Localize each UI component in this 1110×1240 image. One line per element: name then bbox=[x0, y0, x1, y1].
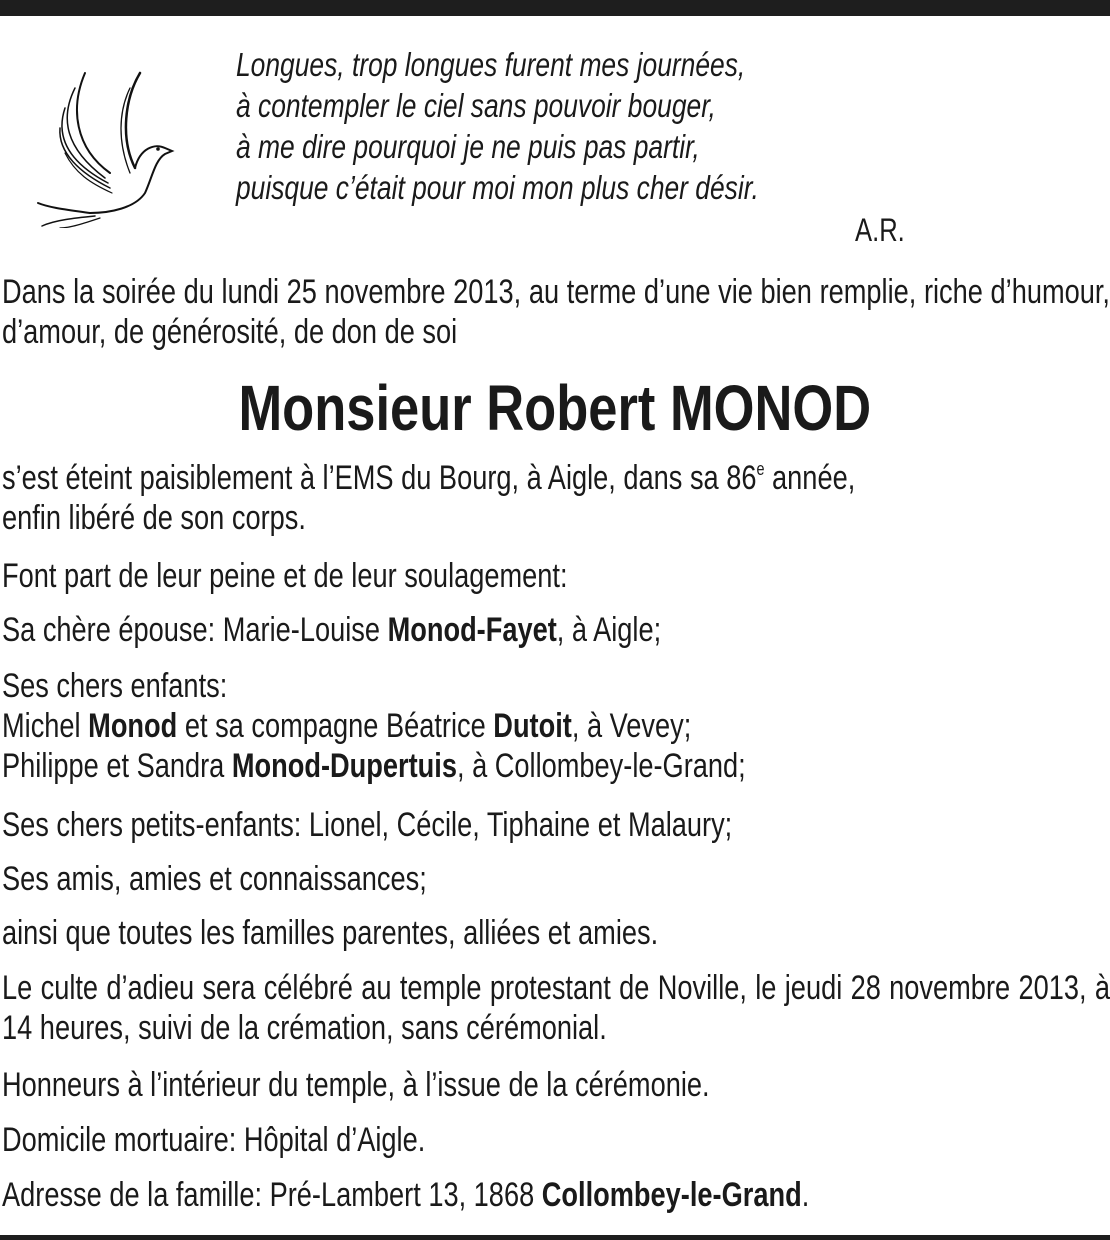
ordinal-suffix: e bbox=[756, 459, 765, 479]
text: , à Collombey-le-Grand; bbox=[456, 747, 746, 785]
text: Michel bbox=[2, 707, 89, 745]
address-line bbox=[2, 1175, 1110, 1215]
poem bbox=[236, 44, 916, 208]
spouse-line bbox=[2, 610, 1110, 650]
top-border bbox=[0, 0, 1110, 16]
death-line2: enfin libéré de son corps. bbox=[2, 499, 306, 537]
spouse-surname: Monod-Fayet bbox=[387, 611, 557, 649]
honours-line: Honneurs à l’intérieur du temple, à l’issue de la cérémonie. bbox=[2, 1066, 710, 1104]
poem-line: à me dire pourquoi je ne puis pas partir, bbox=[236, 128, 700, 165]
friends-line: Ses amis, amies et connaissances; bbox=[2, 860, 427, 898]
intro-paragraph: Dans la soirée du lundi 25 novembre 2013, au terme d’une vie bien remplie, riche d’humour, d’amour, de générosité, de don de soi bbox=[2, 273, 1110, 351]
poem-line: puisque c’était pour moi mon plus cher désir. bbox=[236, 169, 759, 206]
death-text-end: année, bbox=[764, 459, 856, 497]
children-block bbox=[2, 666, 1110, 786]
dove-icon bbox=[30, 48, 180, 228]
address-text: Adresse de la famille: Pré-Lambert 13, 1868 bbox=[2, 1176, 542, 1214]
death-text: s’est éteint paisiblement à l’EMS du Bourg, à Aigle, dans sa 86 bbox=[2, 459, 757, 497]
children-heading: Ses chers enfants: bbox=[2, 667, 228, 705]
families-line: ainsi que toutes les familles parentes, alliées et amies. bbox=[2, 914, 659, 952]
service-paragraph: Le culte d’adieu sera célébré au temple protestant de Noville, le jeudi 28 novembre 2013, à 14 heures, suivi de la crémation, sans cérémonial. bbox=[2, 969, 1110, 1047]
child-line bbox=[2, 746, 1110, 786]
text: , à Vevey; bbox=[571, 707, 692, 745]
poem-line: Longues, trop longues furent mes journées, bbox=[236, 46, 746, 83]
bottom-border bbox=[0, 1235, 1110, 1240]
address-end: . bbox=[801, 1176, 810, 1214]
death-paragraph bbox=[2, 458, 1110, 538]
surname: Monod bbox=[88, 707, 178, 745]
address-town: Collombey-le-Grand bbox=[541, 1176, 802, 1214]
announce-line: Font part de leur peine et de leur soulagement: bbox=[2, 557, 568, 595]
poem-author: A.R. bbox=[855, 212, 905, 248]
spouse-place: , à Aigle; bbox=[556, 611, 662, 649]
surname: Dutoit bbox=[493, 707, 572, 745]
child-line bbox=[2, 706, 1110, 746]
deceased-name bbox=[0, 372, 1110, 444]
grandchildren-line: Ses chers petits-enfants: Lionel, Cécile, Tiphaine et Malaury; bbox=[2, 806, 733, 844]
text: Philippe et Sandra bbox=[2, 747, 232, 785]
poem-line: à contempler le ciel sans pouvoir bouger, bbox=[236, 87, 716, 124]
text: et sa compagne Béatrice bbox=[177, 707, 494, 745]
surname: Monod-Dupertuis bbox=[231, 747, 457, 785]
spouse-label: Sa chère épouse: Marie-Louise bbox=[2, 611, 388, 649]
domicile-line: Domicile mortuaire: Hôpital d’Aigle. bbox=[2, 1121, 426, 1159]
deceased-name-text: Monsieur Robert MONOD bbox=[238, 372, 872, 444]
